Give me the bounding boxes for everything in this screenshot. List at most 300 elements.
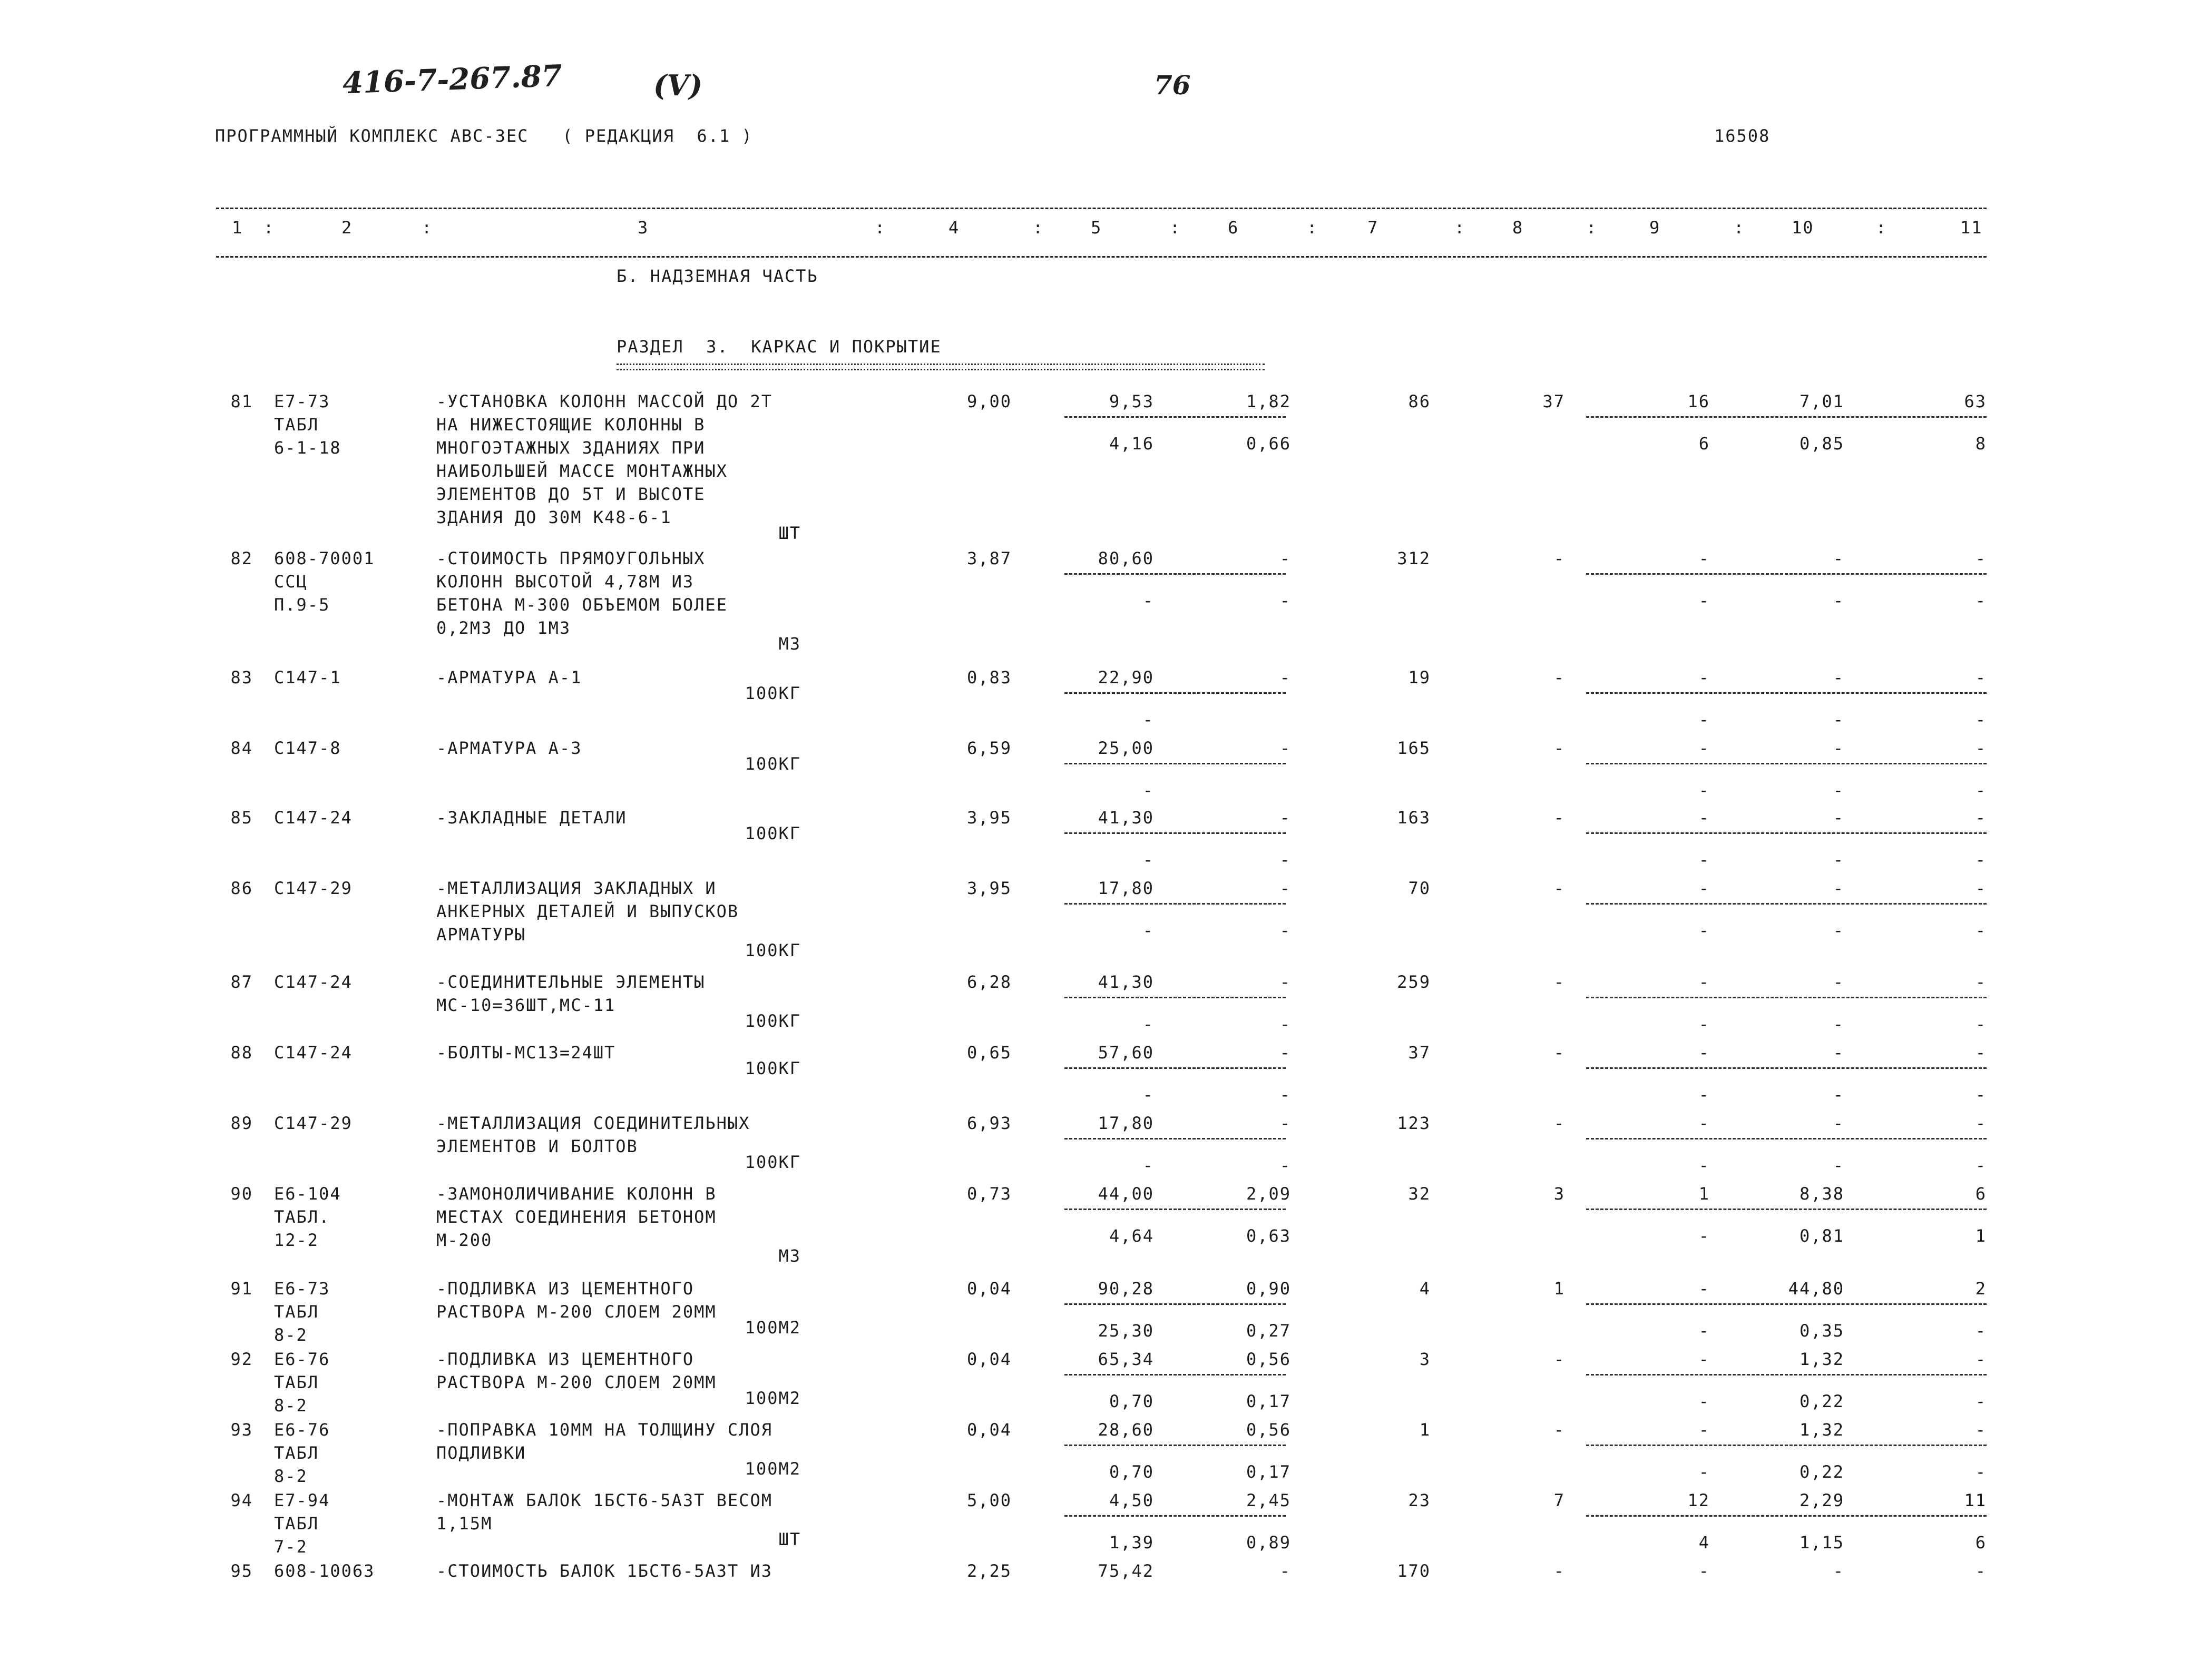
row-subvalue-col6: 0,17: [1246, 1462, 1291, 1482]
row-description: -УСТАНОВКА КОЛОНН МАССОЙ ДО 2Т: [436, 391, 772, 411]
row-code: 8-2: [274, 1325, 308, 1345]
row-subvalue-col6: -: [1279, 920, 1291, 940]
row-code: С147-29: [274, 1113, 353, 1133]
row-subvalue-col11: 1: [1975, 1226, 1987, 1246]
row-unit: 100КГ: [745, 1011, 801, 1031]
row-value-col5: 9,53: [1109, 391, 1154, 411]
row-subvalue-col6: 0,27: [1246, 1321, 1291, 1341]
row-value-col9: 12: [1687, 1490, 1710, 1510]
row-value-col5: 44,00: [1098, 1184, 1154, 1204]
row-value-col10: 8,38: [1799, 1184, 1844, 1204]
row-code: ТАБЛ: [274, 1443, 319, 1463]
row-subvalue-col9: -: [1698, 1226, 1710, 1246]
row-value-col9: -: [1698, 1043, 1710, 1063]
row-separator: [1064, 573, 1286, 575]
row-separator: [1586, 1445, 1987, 1446]
row-separator: [1586, 763, 1987, 764]
row-value-col7: 86: [1408, 391, 1431, 411]
row-subvalue-col9: -: [1698, 591, 1710, 611]
row-quantity: 6,59: [966, 738, 1012, 758]
row-description: ЗДАНИЯ ДО 30М К48-6-1: [436, 507, 672, 527]
column-number-2: 2: [341, 218, 353, 238]
row-value-col7: 3: [1419, 1349, 1431, 1369]
row-number: 90: [230, 1184, 253, 1204]
document-code: 16508: [1714, 126, 1771, 146]
row-code: С147-1: [274, 667, 341, 687]
row-subvalue-col9: -: [1698, 920, 1710, 940]
row-subvalue-col11: -: [1975, 1321, 1987, 1341]
row-separator: [1064, 997, 1286, 998]
row-unit: 100М2: [745, 1459, 801, 1479]
row-code: С147-29: [274, 878, 353, 898]
row-separator: [1586, 832, 1987, 834]
column-separator: :: [875, 218, 886, 238]
row-value-col11: 11: [1964, 1490, 1987, 1510]
row-value-col8: -: [1553, 548, 1565, 568]
row-subvalue-col11: -: [1975, 850, 1987, 870]
row-value-col6: -: [1279, 808, 1291, 828]
row-subvalue-col9: 4: [1698, 1532, 1710, 1553]
row-code: Е7-73: [274, 391, 330, 411]
document-number: 416-7-267.87: [341, 58, 563, 101]
row-value-col9: -: [1698, 808, 1710, 828]
row-value-col11: -: [1975, 548, 1987, 568]
row-value-col11: -: [1975, 808, 1987, 828]
row-value-col6: 2,45: [1246, 1490, 1291, 1510]
row-subvalue-col5: 25,30: [1098, 1321, 1154, 1341]
row-subvalue-col5: 1,39: [1109, 1532, 1154, 1553]
row-subvalue-col6: 0,63: [1246, 1226, 1291, 1246]
row-value-col6: -: [1279, 972, 1291, 992]
row-value-col5: 17,80: [1098, 878, 1154, 898]
row-separator: [1064, 1445, 1286, 1446]
row-subvalue-col6: -: [1279, 1014, 1291, 1034]
row-value-col8: 1: [1553, 1279, 1565, 1299]
row-subvalue-col5: 4,64: [1109, 1226, 1154, 1246]
row-description: -СОЕДИНИТЕЛЬНЫЕ ЭЛЕМЕНТЫ: [436, 972, 706, 992]
row-value-col10: 2,29: [1799, 1490, 1844, 1510]
column-number-3: 3: [638, 218, 649, 238]
row-description: -БОЛТЫ-МС13=24ШТ: [436, 1043, 616, 1063]
row-code: С147-24: [274, 1043, 353, 1063]
row-value-col11: -: [1975, 738, 1987, 758]
row-description: 0,2М3 ДО 1М3: [436, 618, 571, 638]
row-quantity: 9,00: [966, 391, 1012, 411]
row-number: 93: [230, 1420, 253, 1440]
row-unit: М3: [778, 634, 801, 654]
row-value-col10: -: [1833, 1561, 1844, 1581]
row-value-col7: 19: [1408, 667, 1431, 687]
row-value-col5: 75,42: [1098, 1561, 1154, 1581]
row-value-col10: -: [1833, 972, 1844, 992]
row-value-col8: -: [1553, 808, 1565, 828]
row-unit: ШТ: [778, 523, 801, 543]
row-value-col10: -: [1833, 1113, 1844, 1133]
row-value-col5: 28,60: [1098, 1420, 1154, 1440]
row-quantity: 3,87: [966, 548, 1012, 568]
row-separator: [1586, 1138, 1987, 1139]
row-code: 7-2: [274, 1537, 308, 1557]
row-code: Е6-76: [274, 1420, 330, 1440]
row-value-col11: 63: [1964, 391, 1987, 411]
row-unit: 100М2: [745, 1318, 801, 1338]
row-quantity: 6,28: [966, 972, 1012, 992]
row-value-col7: 312: [1397, 548, 1431, 568]
row-value-col6: -: [1279, 667, 1291, 687]
row-code: 6-1-18: [274, 438, 341, 458]
row-value-col7: 163: [1397, 808, 1431, 828]
row-separator: [1586, 1303, 1987, 1305]
row-subvalue-col6: 0,17: [1246, 1391, 1291, 1411]
row-subvalue-col9: -: [1698, 1462, 1710, 1482]
row-subvalue-col6: -: [1279, 591, 1291, 611]
row-subvalue-col10: 0,22: [1799, 1391, 1844, 1411]
row-value-col10: 1,32: [1799, 1420, 1844, 1440]
row-subvalue-col10: 1,15: [1799, 1532, 1844, 1553]
row-value-col5: 57,60: [1098, 1043, 1154, 1063]
row-code: ТАБЛ.: [274, 1207, 330, 1227]
row-value-col5: 90,28: [1098, 1279, 1154, 1299]
row-description: -МЕТАЛЛИЗАЦИЯ СОЕДИНИТЕЛЬНЫХ: [436, 1113, 750, 1133]
row-number: 82: [230, 548, 253, 568]
row-separator: [1064, 1138, 1286, 1139]
row-separator: [1064, 1374, 1286, 1376]
row-unit: 100КГ: [745, 754, 801, 774]
row-description: -ПОДЛИВКА ИЗ ЦЕМЕНТНОГО: [436, 1349, 695, 1369]
row-value-col9: 1: [1698, 1184, 1710, 1204]
row-description: -ПОДЛИВКА ИЗ ЦЕМЕНТНОГО: [436, 1279, 695, 1299]
row-description: -АРМАТУРА А-3: [436, 738, 582, 758]
page-number: 76: [1154, 70, 1191, 101]
row-subvalue-col5: -: [1142, 710, 1154, 730]
row-description: ЭЛЕМЕНТОВ И БОЛТОВ: [436, 1136, 638, 1156]
row-value-col6: 2,09: [1246, 1184, 1291, 1204]
row-subvalue-col10: 0,22: [1799, 1462, 1844, 1482]
row-value-col10: -: [1833, 548, 1844, 568]
column-separator: :: [1454, 218, 1466, 238]
row-unit: ШТ: [778, 1529, 801, 1549]
row-description: -ЗАМОНОЛИЧИВАНИЕ КОЛОНН В: [436, 1184, 717, 1204]
row-separator: [1064, 1303, 1286, 1305]
row-value-col9: -: [1698, 878, 1710, 898]
row-value-col7: 4: [1419, 1279, 1431, 1299]
row-description: МЕСТАХ СОЕДИНЕНИЯ БЕТОНОМ: [436, 1207, 717, 1227]
row-value-col5: 80,60: [1098, 548, 1154, 568]
row-value-col7: 70: [1408, 878, 1431, 898]
row-value-col9: -: [1698, 738, 1710, 758]
row-quantity: 6,93: [966, 1113, 1012, 1133]
row-number: 87: [230, 972, 253, 992]
row-value-col10: -: [1833, 667, 1844, 687]
row-subvalue-col11: -: [1975, 1391, 1987, 1411]
row-code: Е6-76: [274, 1349, 330, 1369]
row-separator: [1064, 1209, 1286, 1210]
row-subvalue-col11: -: [1975, 1085, 1987, 1105]
row-value-col10: 44,80: [1788, 1279, 1844, 1299]
column-number-8: 8: [1512, 218, 1524, 238]
row-unit: 100КГ: [745, 1152, 801, 1172]
row-subvalue-col9: -: [1698, 1391, 1710, 1411]
row-value-col11: -: [1975, 1561, 1987, 1581]
row-subvalue-col10: -: [1833, 780, 1844, 800]
row-description: НА НИЖЕСТОЯЩИЕ КОЛОННЫ В: [436, 415, 706, 435]
row-value-col9: -: [1698, 1279, 1710, 1299]
row-code: 8-2: [274, 1466, 308, 1486]
row-separator: [1586, 1374, 1987, 1376]
row-subvalue-col10: -: [1833, 850, 1844, 870]
column-separator: :: [1170, 218, 1181, 238]
row-subvalue-col11: -: [1975, 1155, 1987, 1175]
row-value-col11: -: [1975, 667, 1987, 687]
row-subvalue-col6: -: [1279, 1155, 1291, 1175]
row-value-col7: 1: [1419, 1420, 1431, 1440]
row-subvalue-col11: 6: [1975, 1532, 1987, 1553]
row-separator: [1064, 416, 1286, 418]
row-value-col5: 17,80: [1098, 1113, 1154, 1133]
row-value-col8: 7: [1553, 1490, 1565, 1510]
row-value-col8: 37: [1542, 391, 1565, 411]
row-description: -ПОПРАВКА 10ММ НА ТОЛЩИНУ СЛОЯ: [436, 1420, 772, 1440]
row-description: МС-10=36ШТ,МС-11: [436, 995, 616, 1015]
row-description: М-200: [436, 1230, 493, 1250]
row-code: 608-70001: [274, 548, 375, 568]
row-value-col11: -: [1975, 1043, 1987, 1063]
row-quantity: 2,25: [966, 1561, 1012, 1581]
row-value-col5: 4,50: [1109, 1490, 1154, 1510]
row-separator: [1064, 1515, 1286, 1517]
row-description: 1,15М: [436, 1514, 493, 1534]
row-value-col9: -: [1698, 1420, 1710, 1440]
row-unit: 100КГ: [745, 940, 801, 960]
row-code: 608-10063: [274, 1561, 375, 1581]
row-value-col9: -: [1698, 1561, 1710, 1581]
row-value-col8: -: [1553, 1561, 1565, 1581]
row-value-col9: -: [1698, 1349, 1710, 1369]
row-value-col11: -: [1975, 1420, 1987, 1440]
column-number-1: 1: [232, 218, 243, 238]
row-number: 95: [230, 1561, 253, 1581]
row-description: -СТОИМОСТЬ БАЛОК 1БСТ6-5А3Т ИЗ: [436, 1561, 772, 1581]
row-number: 92: [230, 1349, 253, 1369]
row-code: ТАБЛ: [274, 415, 319, 435]
row-subvalue-col6: -: [1279, 850, 1291, 870]
row-code: Е7-94: [274, 1490, 330, 1510]
row-description: АРМАТУРЫ: [436, 925, 526, 945]
row-value-col8: -: [1553, 1420, 1565, 1440]
row-value-col7: 165: [1397, 738, 1431, 758]
row-value-col7: 259: [1397, 972, 1431, 992]
row-subvalue-col10: -: [1833, 1155, 1844, 1175]
column-separator: :: [1033, 218, 1044, 238]
row-subvalue-col6: 0,66: [1246, 434, 1291, 454]
row-value-col10: -: [1833, 738, 1844, 758]
row-subvalue-col5: -: [1142, 920, 1154, 940]
row-value-col9: -: [1698, 667, 1710, 687]
column-separator: :: [1734, 218, 1745, 238]
row-value-col11: -: [1975, 1113, 1987, 1133]
row-quantity: 3,95: [966, 878, 1012, 898]
row-unit: М3: [778, 1246, 801, 1266]
row-number: 85: [230, 808, 253, 828]
row-subvalue-col10: -: [1833, 710, 1844, 730]
row-code: ТАБЛ: [274, 1302, 319, 1322]
row-quantity: 3,95: [966, 808, 1012, 828]
row-value-col7: 23: [1408, 1490, 1431, 1510]
row-subvalue-col10: -: [1833, 920, 1844, 940]
row-subvalue-col5: -: [1142, 1014, 1154, 1034]
row-separator: [1586, 1209, 1987, 1210]
row-value-col8: -: [1553, 972, 1565, 992]
row-description: НАИБОЛЬШЕЙ МАССЕ МОНТАЖНЫХ: [436, 461, 728, 481]
row-quantity: 0,65: [966, 1043, 1012, 1063]
row-value-col9: 16: [1687, 391, 1710, 411]
row-subvalue-col10: -: [1833, 1014, 1844, 1034]
column-separator: :: [1876, 218, 1888, 238]
row-value-col10: -: [1833, 1043, 1844, 1063]
row-quantity: 0,04: [966, 1420, 1012, 1440]
row-number: 94: [230, 1490, 253, 1510]
row-number: 91: [230, 1279, 253, 1299]
row-number: 86: [230, 878, 253, 898]
row-code: 8-2: [274, 1396, 308, 1416]
row-value-col6: -: [1279, 548, 1291, 568]
row-description: ЭЛЕМЕНТОВ ДО 5Т И ВЫСОТЕ: [436, 484, 706, 504]
row-description: -МЕТАЛЛИЗАЦИЯ ЗАКЛАДНЫХ И: [436, 878, 717, 898]
row-separator: [1586, 1515, 1987, 1517]
row-subvalue-col11: -: [1975, 780, 1987, 800]
column-number-11: 11: [1960, 218, 1983, 238]
row-code: ССЦ: [274, 572, 308, 592]
row-subvalue-col11: -: [1975, 1462, 1987, 1482]
row-separator: [1064, 692, 1286, 694]
row-unit: 100КГ: [745, 683, 801, 703]
row-description: БЕТОНА М-300 ОБЪЕМОМ БОЛЕЕ: [436, 595, 728, 615]
row-code: С147-24: [274, 972, 353, 992]
row-subvalue-col9: -: [1698, 710, 1710, 730]
row-value-col5: 22,90: [1098, 667, 1154, 687]
row-subvalue-col9: -: [1698, 1014, 1710, 1034]
row-subvalue-col11: 8: [1975, 434, 1987, 454]
row-separator: [1586, 692, 1987, 694]
row-subvalue-col11: -: [1975, 920, 1987, 940]
row-value-col8: -: [1553, 1043, 1565, 1063]
row-subvalue-col5: 4,16: [1109, 434, 1154, 454]
row-description: ПОДЛИВКИ: [436, 1443, 526, 1463]
row-subvalue-col10: -: [1833, 591, 1844, 611]
row-subvalue-col9: -: [1698, 850, 1710, 870]
row-value-col6: 0,56: [1246, 1349, 1291, 1369]
column-number-10: 10: [1792, 218, 1814, 238]
row-subvalue-col9: -: [1698, 1321, 1710, 1341]
row-separator: [1586, 416, 1987, 418]
row-subvalue-col6: -: [1279, 1085, 1291, 1105]
row-value-col8: 3: [1553, 1184, 1565, 1204]
row-separator: [1064, 903, 1286, 905]
row-value-col8: -: [1553, 878, 1565, 898]
row-subvalue-col5: -: [1142, 850, 1154, 870]
row-subvalue-col10: -: [1833, 1085, 1844, 1105]
row-value-col7: 123: [1397, 1113, 1431, 1133]
row-subvalue-col11: -: [1975, 710, 1987, 730]
row-description: -МОНТАЖ БАЛОК 1БСТ6-5А3Т ВЕСОМ: [436, 1490, 772, 1510]
row-subvalue-col5: -: [1142, 1155, 1154, 1175]
row-value-col6: 0,56: [1246, 1420, 1291, 1440]
row-quantity: 5,00: [966, 1490, 1012, 1510]
column-number-6: 6: [1228, 218, 1239, 238]
row-description: РАСТВОРА М-200 СЛОЕМ 20ММ: [436, 1372, 717, 1392]
row-number: 88: [230, 1043, 253, 1063]
row-separator: [1586, 1067, 1987, 1069]
row-value-col5: 41,30: [1098, 808, 1154, 828]
column-number-9: 9: [1649, 218, 1661, 238]
row-subvalue-col10: 0,35: [1799, 1321, 1844, 1341]
chapter-title: РАЗДЕЛ 3. КАРКАС И ПОКРЫТИЕ: [617, 337, 942, 357]
row-separator: [1064, 832, 1286, 834]
row-code: ТАБЛ: [274, 1514, 319, 1534]
row-value-col7: 37: [1408, 1043, 1431, 1063]
row-subvalue-col9: -: [1698, 780, 1710, 800]
row-value-col6: -: [1279, 1043, 1291, 1063]
row-number: 89: [230, 1113, 253, 1133]
row-subvalue-col5: -: [1142, 1085, 1154, 1105]
row-quantity: 0,83: [966, 667, 1012, 687]
row-unit: 100КГ: [745, 1058, 801, 1078]
row-value-col10: -: [1833, 808, 1844, 828]
row-description: -АРМАТУРА А-1: [436, 667, 582, 687]
row-subvalue-col9: 6: [1698, 434, 1710, 454]
column-separator: :: [1307, 218, 1318, 238]
row-value-col8: -: [1553, 1113, 1565, 1133]
row-code: С147-24: [274, 808, 353, 828]
row-separator: [1586, 997, 1987, 998]
row-value-col6: 0,90: [1246, 1279, 1291, 1299]
row-code: С147-8: [274, 738, 341, 758]
row-unit: 100КГ: [745, 823, 801, 843]
column-number-4: 4: [948, 218, 960, 238]
row-value-col11: 2: [1975, 1279, 1987, 1299]
column-number-5: 5: [1091, 218, 1102, 238]
volume-mark: (V): [653, 68, 702, 102]
row-description: КОЛОНН ВЫСОТОЙ 4,78М ИЗ: [436, 572, 695, 592]
row-value-col11: -: [1975, 878, 1987, 898]
row-quantity: 0,04: [966, 1279, 1012, 1299]
row-value-col6: -: [1279, 878, 1291, 898]
row-code: Е6-104: [274, 1184, 341, 1204]
row-value-col5: 25,00: [1098, 738, 1154, 758]
row-number: 83: [230, 667, 253, 687]
row-code: Е6-73: [274, 1279, 330, 1299]
row-description: МНОГОЭТАЖНЫХ ЗДАНИЯХ ПРИ: [436, 438, 706, 458]
row-separator: [1586, 903, 1987, 905]
row-value-col9: -: [1698, 548, 1710, 568]
column-number-7: 7: [1367, 218, 1379, 238]
row-quantity: 0,73: [966, 1184, 1012, 1204]
row-subvalue-col9: -: [1698, 1155, 1710, 1175]
row-number: 81: [230, 391, 253, 411]
row-code: 12-2: [274, 1230, 319, 1250]
row-description: -СТОИМОСТЬ ПРЯМОУГОЛЬНЫХ: [436, 548, 706, 568]
part-title: Б. НАДЗЕМНАЯ ЧАСТЬ: [617, 266, 818, 286]
row-subvalue-col9: -: [1698, 1085, 1710, 1105]
row-value-col8: -: [1553, 738, 1565, 758]
row-value-col6: -: [1279, 1113, 1291, 1133]
row-value-col11: -: [1975, 1349, 1987, 1369]
row-value-col8: -: [1553, 1349, 1565, 1369]
row-value-col5: 65,34: [1098, 1349, 1154, 1369]
row-value-col6: -: [1279, 1561, 1291, 1581]
row-value-col11: 6: [1975, 1184, 1987, 1204]
row-value-col11: -: [1975, 972, 1987, 992]
